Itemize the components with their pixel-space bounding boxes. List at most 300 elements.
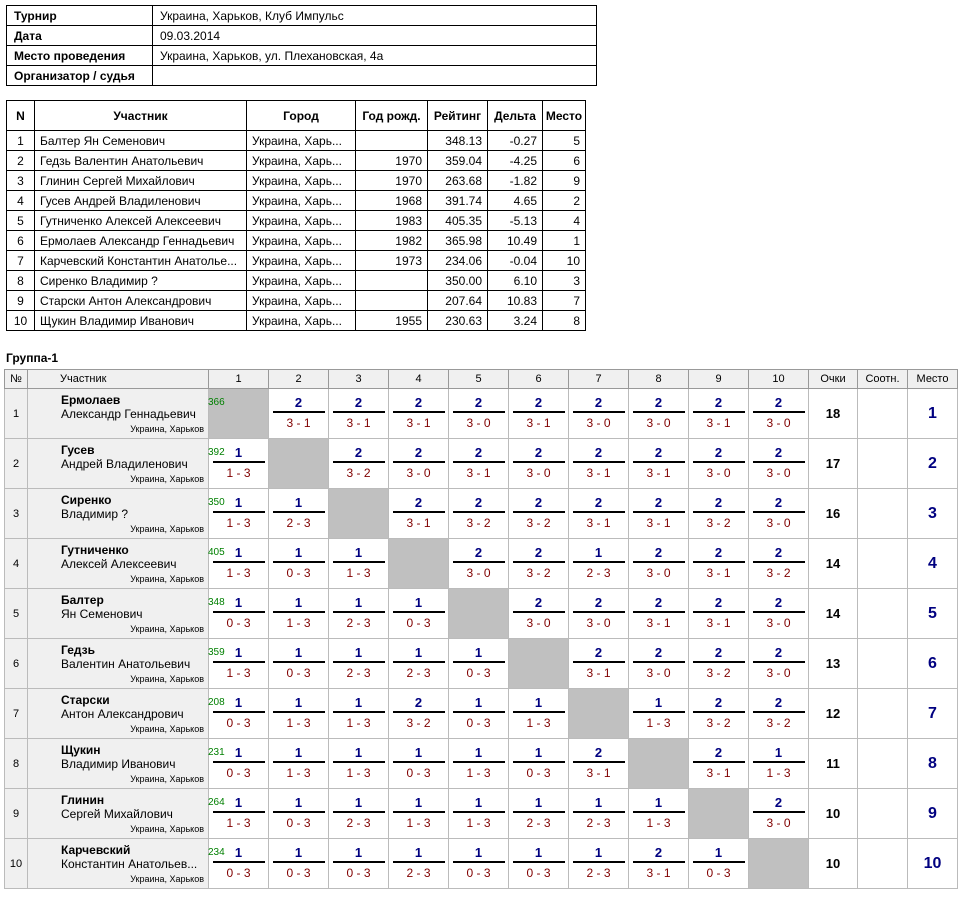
result-points: 1 <box>414 795 423 810</box>
ratio-value <box>858 739 908 789</box>
final-place: 5 <box>908 589 958 639</box>
result-points: 2 <box>594 395 603 410</box>
result-points: 1 <box>534 845 543 860</box>
result-divider <box>453 711 505 714</box>
result-score: 0 - 3 <box>286 816 311 830</box>
ratio-value <box>858 839 908 889</box>
result-divider <box>573 611 625 614</box>
result-cell <box>509 439 569 489</box>
crosstable-row <box>5 589 958 639</box>
result-score: 3 - 1 <box>586 516 611 530</box>
participant-city: Украина, Харьков <box>130 524 204 534</box>
row-number: 10 <box>5 839 28 889</box>
result-points: 2 <box>534 395 543 410</box>
result-divider <box>273 861 325 864</box>
player-birth-year <box>356 271 428 291</box>
result-cell <box>689 389 749 439</box>
result-score: 1 - 3 <box>226 466 251 480</box>
result-cell <box>329 839 389 889</box>
result-points: 2 <box>654 645 663 660</box>
player-name: Ермолаев Александр Геннадьевич <box>35 231 247 251</box>
result-score: 1 - 3 <box>466 816 491 830</box>
result-score: 3 - 0 <box>466 416 491 430</box>
participant-surname: Глинин <box>61 793 105 807</box>
crosstable-row <box>5 739 958 789</box>
col-header-opponent-4: 4 <box>389 370 449 389</box>
result-cell <box>449 639 509 689</box>
table-row <box>7 171 586 191</box>
player-delta: 4.65 <box>488 191 543 211</box>
result-score: 2 - 3 <box>346 816 371 830</box>
player-place: 10 <box>543 251 586 271</box>
player-birth-year: 1955 <box>356 311 428 331</box>
result-score: 3 - 1 <box>586 766 611 780</box>
result-score: 3 - 2 <box>466 516 491 530</box>
result-divider <box>453 511 505 514</box>
result-divider <box>573 461 625 464</box>
result-cell <box>209 689 269 739</box>
player-rating: 359.04 <box>428 151 488 171</box>
result-divider <box>513 861 565 864</box>
result-points: 2 <box>594 445 603 460</box>
result-points: 1 <box>354 645 363 660</box>
info-row-organizer <box>7 66 597 86</box>
result-score: 1 - 3 <box>346 766 371 780</box>
participant-rating: 405 <box>208 547 225 558</box>
result-score: 2 - 3 <box>526 816 551 830</box>
result-points: 1 <box>294 745 303 760</box>
player-number: 3 <box>7 171 35 191</box>
result-score: 1 - 3 <box>466 766 491 780</box>
result-points: 1 <box>474 695 483 710</box>
result-points: 1 <box>534 795 543 810</box>
info-row-venue <box>7 46 597 66</box>
col-header-delta: Дельта <box>488 101 543 131</box>
ratio-value <box>858 789 908 839</box>
ratio-value <box>858 689 908 739</box>
player-name: Сиренко Владимир ? <box>35 271 247 291</box>
result-cell <box>449 839 509 889</box>
participant-city: Украина, Харьков <box>130 774 204 784</box>
result-cell <box>209 639 269 689</box>
result-score: 3 - 0 <box>586 416 611 430</box>
result-points: 2 <box>774 645 783 660</box>
result-cell <box>449 789 509 839</box>
player-number: 6 <box>7 231 35 251</box>
tournament-info-table <box>6 5 597 86</box>
player-name: Глинин Сергей Михайлович <box>35 171 247 191</box>
result-score: 3 - 2 <box>706 666 731 680</box>
result-cell <box>509 539 569 589</box>
result-score: 3 - 2 <box>706 716 731 730</box>
result-cell <box>569 789 629 839</box>
player-number: 4 <box>7 191 35 211</box>
result-points: 1 <box>294 495 303 510</box>
result-cell <box>569 589 629 639</box>
result-score: 1 - 3 <box>346 566 371 580</box>
result-cell <box>629 489 689 539</box>
result-points: 1 <box>234 645 243 660</box>
participant-given-name: Владимир ? <box>61 507 129 521</box>
participant-surname: Щукин <box>61 743 101 757</box>
result-score: 0 - 3 <box>286 566 311 580</box>
participant-given-name: Валентин Анатольевич <box>61 657 191 671</box>
result-score: 0 - 3 <box>286 666 311 680</box>
total-points: 12 <box>809 689 858 739</box>
result-score: 3 - 1 <box>706 566 731 580</box>
self-cell <box>569 689 629 739</box>
result-cell <box>209 789 269 839</box>
result-cell <box>749 389 809 439</box>
result-cell <box>689 739 749 789</box>
result-score: 1 - 3 <box>286 766 311 780</box>
result-divider <box>633 511 685 514</box>
result-points: 1 <box>234 595 243 610</box>
result-cell <box>269 539 329 589</box>
result-points: 1 <box>474 645 483 660</box>
result-divider <box>693 511 745 514</box>
participant-surname: Карчевский <box>61 843 131 857</box>
player-city: Украина, Харь... <box>247 291 356 311</box>
result-cell <box>629 789 689 839</box>
result-points: 2 <box>474 445 483 460</box>
result-points: 1 <box>294 545 303 560</box>
player-name: Карчевский Константин Анатолье... <box>35 251 247 271</box>
participant-given-name: Александр Геннадьевич <box>61 407 196 421</box>
result-cell <box>389 739 449 789</box>
result-score: 0 - 3 <box>226 866 251 880</box>
result-divider <box>273 711 325 714</box>
participant-cell <box>28 789 225 839</box>
result-points: 1 <box>354 795 363 810</box>
result-cell <box>209 739 269 789</box>
player-birth-year <box>356 291 428 311</box>
result-cell <box>569 439 629 489</box>
player-rating: 350.00 <box>428 271 488 291</box>
result-points: 2 <box>714 495 723 510</box>
result-cell <box>689 489 749 539</box>
result-score: 0 - 3 <box>406 766 431 780</box>
player-birth-year <box>356 131 428 151</box>
self-cell <box>509 639 569 689</box>
result-cell <box>569 639 629 689</box>
participant-cell <box>28 639 225 689</box>
player-number: 1 <box>7 131 35 151</box>
result-cell <box>629 539 689 589</box>
participant-given-name: Ян Семенович <box>61 607 143 621</box>
result-points: 1 <box>594 545 603 560</box>
result-score: 3 - 2 <box>526 516 551 530</box>
participant-cell <box>28 439 225 489</box>
result-cell <box>689 439 749 489</box>
result-score: 2 - 3 <box>346 616 371 630</box>
result-points: 2 <box>414 395 423 410</box>
col-header-year: Год рожд. <box>356 101 428 131</box>
result-score: 3 - 0 <box>646 666 671 680</box>
result-score: 1 - 3 <box>286 716 311 730</box>
result-cell <box>269 589 329 639</box>
self-cell <box>269 439 329 489</box>
result-score: 0 - 3 <box>466 666 491 680</box>
player-birth-year: 1970 <box>356 171 428 191</box>
result-score: 3 - 0 <box>466 566 491 580</box>
participant-cell <box>28 489 225 539</box>
participant-rating: 366 <box>208 397 225 408</box>
result-divider <box>333 861 385 864</box>
result-divider <box>693 611 745 614</box>
player-number: 8 <box>7 271 35 291</box>
result-divider <box>213 761 265 764</box>
result-divider <box>273 661 325 664</box>
result-points: 2 <box>774 495 783 510</box>
result-cell <box>269 739 329 789</box>
result-divider <box>753 611 805 614</box>
result-points: 1 <box>654 795 663 810</box>
result-score: 3 - 1 <box>406 516 431 530</box>
participant-given-name: Андрей Владиленович <box>61 457 188 471</box>
result-divider <box>633 861 685 864</box>
player-rating: 391.74 <box>428 191 488 211</box>
result-cell <box>389 439 449 489</box>
result-points: 2 <box>534 495 543 510</box>
player-rating: 405.35 <box>428 211 488 231</box>
result-points: 1 <box>234 695 243 710</box>
result-divider <box>573 411 625 414</box>
table-row <box>7 311 586 331</box>
result-cell <box>509 389 569 439</box>
participant-cell <box>28 689 225 739</box>
result-cell <box>389 789 449 839</box>
result-cell <box>269 789 329 839</box>
players-header-row <box>7 101 586 131</box>
final-place: 10 <box>908 839 958 889</box>
info-label: Место проведения <box>7 46 153 66</box>
group-title: Группа-1 <box>6 351 59 365</box>
result-score: 0 - 3 <box>226 766 251 780</box>
player-rating: 365.98 <box>428 231 488 251</box>
info-label: Дата <box>7 26 153 46</box>
final-place: 3 <box>908 489 958 539</box>
result-divider <box>753 411 805 414</box>
col-header-n: N <box>7 101 35 131</box>
player-city: Украина, Харь... <box>247 131 356 151</box>
result-score: 1 - 3 <box>346 716 371 730</box>
result-score: 3 - 1 <box>646 866 671 880</box>
result-points: 1 <box>234 845 243 860</box>
result-divider <box>333 761 385 764</box>
result-divider <box>633 711 685 714</box>
result-score: 3 - 0 <box>766 816 791 830</box>
player-place: 3 <box>543 271 586 291</box>
participant-city: Украина, Харьков <box>130 424 204 434</box>
total-points: 14 <box>809 539 858 589</box>
result-divider <box>333 461 385 464</box>
result-divider <box>393 461 445 464</box>
table-row <box>7 231 586 251</box>
result-divider <box>213 861 265 864</box>
participant-surname: Гедзь <box>61 643 95 657</box>
total-points: 17 <box>809 439 858 489</box>
result-points: 1 <box>294 845 303 860</box>
player-city: Украина, Харь... <box>247 171 356 191</box>
col-header-num: № <box>5 370 28 389</box>
result-points: 2 <box>474 545 483 560</box>
result-points: 1 <box>414 845 423 860</box>
result-cell <box>329 439 389 489</box>
result-score: 1 - 3 <box>406 816 431 830</box>
result-score: 3 - 1 <box>586 466 611 480</box>
player-place: 8 <box>543 311 586 331</box>
player-name: Старски Антон Александрович <box>35 291 247 311</box>
result-cell <box>629 639 689 689</box>
result-cell <box>509 689 569 739</box>
self-cell <box>749 839 809 889</box>
participant-given-name: Константин Анатольев... <box>61 857 198 871</box>
result-points: 1 <box>234 445 243 460</box>
result-score: 3 - 2 <box>766 716 791 730</box>
col-header-opponent-8: 8 <box>629 370 689 389</box>
result-score: 3 - 0 <box>406 466 431 480</box>
result-divider <box>393 511 445 514</box>
result-cell <box>569 389 629 439</box>
result-score: 1 - 3 <box>226 666 251 680</box>
result-cell <box>689 539 749 589</box>
result-points: 2 <box>654 545 663 560</box>
final-place: 2 <box>908 439 958 489</box>
result-cell <box>389 639 449 689</box>
result-points: 1 <box>354 695 363 710</box>
result-divider <box>273 511 325 514</box>
result-divider <box>393 711 445 714</box>
info-label: Организатор / судья <box>7 66 153 86</box>
result-points: 2 <box>774 595 783 610</box>
player-number: 9 <box>7 291 35 311</box>
participant-city: Украина, Харьков <box>130 574 204 584</box>
result-divider <box>513 711 565 714</box>
result-divider <box>513 461 565 464</box>
ratio-value <box>858 639 908 689</box>
result-divider <box>333 711 385 714</box>
result-score: 2 - 3 <box>406 666 431 680</box>
result-cell <box>209 439 269 489</box>
result-cell <box>329 789 389 839</box>
result-divider <box>633 461 685 464</box>
result-cell <box>749 789 809 839</box>
result-points: 2 <box>714 445 723 460</box>
result-score: 3 - 1 <box>706 766 731 780</box>
col-header-points: Очки <box>809 370 858 389</box>
result-cell <box>449 439 509 489</box>
participant-city: Украина, Харьков <box>130 874 204 884</box>
result-divider <box>693 561 745 564</box>
self-cell <box>449 589 509 639</box>
result-score: 1 - 3 <box>646 816 671 830</box>
participant-rating: 208 <box>208 697 225 708</box>
result-divider <box>573 561 625 564</box>
result-cell <box>629 839 689 889</box>
result-score: 3 - 1 <box>586 666 611 680</box>
result-divider <box>693 411 745 414</box>
player-rating: 263.68 <box>428 171 488 191</box>
result-divider <box>633 561 685 564</box>
result-points: 2 <box>714 395 723 410</box>
row-number: 8 <box>5 739 28 789</box>
result-points: 2 <box>654 495 663 510</box>
info-row-date <box>7 26 597 46</box>
result-points: 1 <box>594 845 603 860</box>
result-points: 1 <box>414 645 423 660</box>
player-rating: 348.13 <box>428 131 488 151</box>
result-divider <box>573 661 625 664</box>
result-divider <box>453 761 505 764</box>
final-place: 4 <box>908 539 958 589</box>
result-score: 2 - 3 <box>586 816 611 830</box>
player-number: 7 <box>7 251 35 271</box>
col-header-opponent-10: 10 <box>749 370 809 389</box>
result-cell <box>449 539 509 589</box>
result-score: 2 - 3 <box>346 666 371 680</box>
participant-cell <box>28 389 225 439</box>
result-divider <box>573 811 625 814</box>
result-score: 3 - 0 <box>766 616 791 630</box>
players-table <box>6 100 586 331</box>
player-place: 5 <box>543 131 586 151</box>
result-score: 3 - 0 <box>766 416 791 430</box>
ratio-value <box>858 589 908 639</box>
result-divider <box>213 611 265 614</box>
result-points: 1 <box>474 745 483 760</box>
result-divider <box>753 761 805 764</box>
result-points: 2 <box>474 395 483 410</box>
result-points: 2 <box>594 595 603 610</box>
info-value <box>153 66 597 86</box>
result-divider <box>753 561 805 564</box>
col-header-place: Место <box>543 101 586 131</box>
result-divider <box>513 411 565 414</box>
result-cell <box>689 639 749 689</box>
result-score: 3 - 0 <box>646 416 671 430</box>
participant-city: Украина, Харьков <box>130 674 204 684</box>
total-points: 11 <box>809 739 858 789</box>
table-row <box>7 211 586 231</box>
result-cell <box>329 639 389 689</box>
result-divider <box>393 611 445 614</box>
participant-surname: Сиренко <box>61 493 112 507</box>
result-points: 1 <box>234 495 243 510</box>
row-number: 3 <box>5 489 28 539</box>
result-points: 1 <box>714 845 723 860</box>
result-cell <box>329 539 389 589</box>
result-cell <box>389 489 449 539</box>
participant-cell <box>28 839 225 889</box>
result-divider <box>393 661 445 664</box>
crosstable-row <box>5 439 958 489</box>
result-cell <box>329 739 389 789</box>
result-divider <box>513 761 565 764</box>
result-divider <box>393 761 445 764</box>
col-header-city: Город <box>247 101 356 131</box>
result-points: 1 <box>294 595 303 610</box>
result-cell <box>389 389 449 439</box>
ratio-value <box>858 539 908 589</box>
result-cell <box>329 689 389 739</box>
result-score: 1 - 3 <box>646 716 671 730</box>
player-delta: -0.27 <box>488 131 543 151</box>
result-cell <box>749 639 809 689</box>
row-number: 9 <box>5 789 28 839</box>
crosstable-row <box>5 789 958 839</box>
player-delta: -1.82 <box>488 171 543 191</box>
